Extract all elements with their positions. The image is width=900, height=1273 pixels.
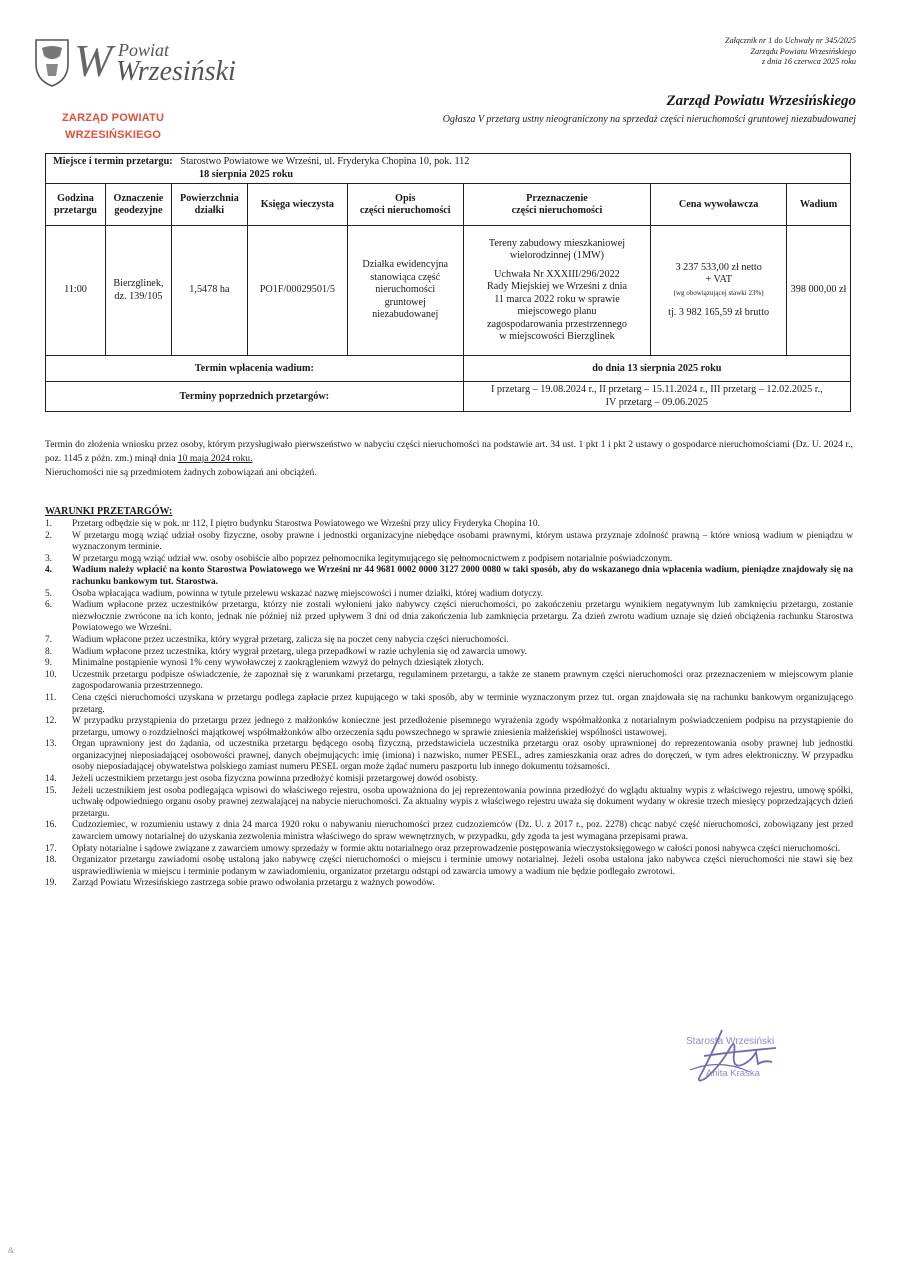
stamp-line-1: ZARZĄD POWIATU [62, 112, 165, 124]
deadline-date: 10 maja 2024 roku. [177, 453, 253, 464]
condition-text: Cudzoziemiec, w rozumieniu ustawy z dnia 24 marca 1920 roku o nabywaniu nieruchomości przez cudzoziemców (Dz. U. z 2017 r., poz. 2278) chcąc nabyć część nieruchomości, zobowiązany jest przed zawarciem umowy notarialnej do uzyskania zezwolenia ministra właściwego do spraw wewnętrznych, w przypadku, gdy zgoda ta jest wymagana przepisami prawa. [72, 820, 853, 843]
logo-line1: Powiat [118, 40, 170, 60]
header-area: Powierzchnia działki [171, 184, 247, 226]
condition-number: 7. [45, 634, 53, 645]
header-geo: Oznaczenie geodezyjne [105, 184, 171, 226]
cell-purpose: Tereny zabudowy mieszkaniowej wielorodzinnej (1MW) Uchwała Nr XXXIII/296/2022 Rady Miejskiej we Wrześni z dnia 11 marca 2022 roku w sprawie miejscowego planu zagospodarowania przestrzennego w miejscowości Bierzglinek [463, 226, 651, 356]
condition-item [45, 635, 853, 647]
condition-item [45, 658, 853, 670]
condition-number: 19. [45, 878, 57, 889]
condition-item [45, 519, 853, 531]
conditions-list [45, 519, 853, 890]
cell-geo: Bierzglinek, dz. 139/105 [105, 226, 171, 356]
conditions-heading: WARUNKI PRZETARGÓW: [45, 506, 173, 517]
condition-text: Wadium wpłacone przez uczestnika, który wygrał przetarg, zalicza się na poczet ceny nabycia części nieruchomości. [72, 634, 509, 645]
board-stamp [62, 110, 164, 144]
cell-area: 1,5478 ha [171, 226, 247, 356]
location-label: Miejsce i termin przetargu: [53, 156, 173, 167]
condition-text: Uczestnik przetargu podpisze oświadczenie, że zapoznał się z warunkami przetargu, regulaminem przetargu, a także ze stanem prawnym części nieruchomości oraz przeznaczeniem w miejscowym planie zagospodarowania przestrzennego. [72, 669, 853, 692]
announcement-text: Ogłasza V przetarg ustny nieograniczony na sprzedaż części nieruchomości gruntowej niezabudowanej [442, 114, 856, 125]
condition-number: 10. [45, 669, 57, 680]
condition-item [45, 693, 853, 716]
coat-of-arms-icon [34, 34, 274, 94]
condition-text: Wadium należy wpłacić na konto Starostwa Powiatowego we Wrześni nr 44 9681 0002 0000 3127 2000 0080 w taki sposób, aby do wskazanego dnia wpłacenia wadium, pieniądze znajdowały się na rachunku bankowym tut. Starostwa. [72, 565, 853, 587]
condition-number: 6. [45, 600, 53, 611]
cell-deposit: 398 000,00 zł [787, 226, 851, 356]
cell-price: 3 237 533,00 zł netto + VAT (wg obowiązującej stawki 23%) tj. 3 982 165,59 zł brutto [651, 226, 787, 356]
signature-name: Anita Kraska [706, 1068, 760, 1079]
condition-text: Organizator przetargu zawiadomi osobę ustaloną jako nabywcę części nieruchomości o miejscu i terminie umowy notarialnej. Jeżeli osoba ustalona jako nabywca części nieruchomości nie stawi się bez usprawiedliwienia w miejscu i terminie podanym w zawiadomieniu, organizator przetargu odstąpi od zawarcia umowy a wadium nie będzie podlegało zwrotowi. [72, 855, 853, 877]
location-value: Starostwo Powiatowe we Wrześni, ul. Fryderyka Chopina 10, pok. 112 [180, 156, 470, 167]
condition-item [45, 844, 853, 856]
auction-table [45, 153, 851, 412]
condition-number: 11. [45, 692, 57, 703]
condition-text: Przetarg odbędzie się w pok. nr 112, I piętro budynku Starostwa Powiatowego we Wrześni przy ulicy Fryderyka Chopina 10. [72, 519, 540, 529]
corner-mark: & [8, 1246, 15, 1255]
condition-text: W przypadku przystąpienia do przetargu przez jednego z małżonków konieczne jest przedłożenie pisemnego wyrażenia zgody współmałżonka z notarialnym poświadczeniem podpisu na przystąpienie do przetargu, umowy o rozdzielności majątkowej współmałżonków albo orzeczenia sądu powszechnego w sprawie zniesienia małżeńskiej wspólności ustawowej. [72, 716, 853, 738]
condition-item [45, 531, 853, 554]
condition-number: 4. [45, 565, 53, 576]
cell-land-register: PO1F/00029501/5 [247, 226, 347, 356]
condition-text: Jeżeli uczestnikiem jest osoba podlegająca wpisowi do właściwego rejestru, osoba upoważniona do jej reprezentowania powinna przedłożyć do wglądu aktualny wypis z właściwego rejestru, umowę spółki, uchwałę odpowiedniego organu osoby prawnej zezwalającej na nabycie nieruchomości. Za aktualny wypis z właściwego rejestru uważa się dokument wydany w okresie trzech miesięcy poprzedzających dzień przetargu. [72, 785, 853, 819]
intro-paragraph-1: Termin do złożenia wniosku przez osoby, którym przysługiwało pierwszeństwo w nabyciu części nieruchomości na podstawie art. 34 ust. 1 pkt 1 i pkt 2 ustawy o gospodarce nieruchomościami (Dz. U. 2024 r., poz. 1145 z późn. zm.) minął dnia 10 maja 2024 roku. [45, 439, 853, 464]
logo-line2: Wrzesiński [116, 56, 236, 87]
signature-office: Starosta Wrzesiński [686, 1036, 775, 1047]
condition-number: 12. [45, 716, 57, 727]
header-price: Cena wywoławcza [651, 184, 787, 226]
deposit-deadline-value: do dnia 13 sierpnia 2025 roku [463, 356, 850, 382]
condition-text: Minimalne postąpienie wynosi 1% ceny wywoławczej z zaokrągleniem wzwyż do pełnych dziesiątek złotych. [72, 658, 484, 669]
condition-item [45, 774, 853, 786]
condition-item [45, 670, 853, 693]
intro-paragraph-2: Nieruchomości nie są przedmiotem żadnych zobowiązań ani obciążeń. [45, 467, 317, 478]
svg-text:W: W [74, 35, 113, 86]
condition-item [45, 855, 853, 878]
condition-text: Osoba wpłacająca wadium, powinna w tytule przelewu wskazać nazwę miejscowości i numer działki, której wadium dotyczy. [72, 588, 544, 599]
condition-number: 15. [45, 785, 57, 796]
deposit-deadline-label: Termin wpłacenia wadium: [46, 356, 464, 382]
header-time: Godzina przetargu [46, 184, 106, 226]
condition-item [45, 565, 853, 588]
condition-item [45, 739, 853, 774]
condition-text: Zarząd Powiatu Wrzesińskiego zastrzega sobie prawo odwołania przetargu z ważnych powodów. [72, 878, 435, 889]
condition-item [45, 786, 853, 821]
condition-number: 3. [45, 553, 53, 564]
condition-number: 14. [45, 774, 57, 785]
condition-number: 1. [45, 519, 53, 529]
condition-item [45, 878, 853, 890]
condition-item [45, 716, 853, 739]
condition-text: Cena części nieruchomości uzyskana w przetargu podlega zapłacie przez kupującego w taki sposób, aby w terminie wyznaczonym przez tut. organ znajdowała się na rachunku bankowym organizującego przetarg. [72, 692, 853, 715]
header-description: Opis części nieruchomości [347, 184, 463, 226]
condition-item [45, 600, 853, 635]
stamp-line-2: WRZESIŃSKIEGO [65, 129, 162, 141]
header-deposit: Wadium [787, 184, 851, 226]
condition-item [45, 820, 853, 843]
condition-text: W przetargu mogą wziąć udział ww. osoby osobiście albo poprzez pełnomocnika legitymującego się pełnomocnictwem z podpisem notarialnie poświadczonym. [72, 553, 673, 564]
condition-item [45, 589, 853, 601]
header-purpose: Przeznaczenie części nieruchomości [463, 184, 651, 226]
condition-number: 18. [45, 855, 57, 866]
annex-note [725, 36, 856, 68]
condition-text: Opłaty notarialne i sądowe związane z zawarciem umowy sprzedaży w formie aktu notarialnego oraz przeprowadzenie postępowania wieczystoksięgowego w całości ponosi nabywca części nieruchomości. [72, 843, 841, 854]
condition-text: Wadium wpłacone przez uczestnika, który wygrał przetarg, ulega przepadkowi w razie uchylenia się od zawarcia umowy. [72, 646, 528, 657]
condition-text: W przetargu mogą wziąć udział osoby fizyczne, osoby prawne i jednostki organizacyjne niebędące osobami prawnymi, którym ustawa przyznaje zdolność prawną – które wniosą wadium w pieniądzu w wyznaczonym terminie. [72, 530, 853, 553]
condition-number: 13. [45, 739, 57, 750]
condition-number: 17. [45, 843, 57, 854]
condition-item [45, 647, 853, 659]
location-cell [46, 154, 851, 184]
cell-description: Działka ewidencyjna stanowiąca część nieruchomości gruntowej niezabudowanej [347, 226, 463, 356]
previous-auctions-label: Terminy poprzednich przetargów: [46, 382, 464, 412]
annex-line-3: z dnia 16 czerwca 2025 roku [761, 57, 856, 66]
condition-number: 16. [45, 820, 57, 831]
condition-number: 2. [45, 530, 53, 541]
auction-date: 18 sierpnia 2025 roku [199, 168, 294, 180]
intro-text [45, 438, 853, 480]
cell-time: 11:00 [46, 226, 106, 356]
condition-text: Organ uprawniony jest do żądania, od uczestnika przetargu będącego osobą fizyczną, przedstawiciela uczestnika przetargu oraz osoby uprawnionej do reprezentowania osoby prawnej lub jednostki organizacyjnej nieposiadającej osobowości prawnej, danych obejmujących: imię (imiona) i nazwisko, numer PESEL, adres zamieszkania oraz adres do doręczeń, w tym adres elektroniczny. W przypadku osoby nieposiadającej obywatelstwa polskiego zamiast numeru PESEL organ może żądać numeru paszportu lub innego dokumentu tożsamości. [72, 739, 853, 773]
condition-number: 8. [45, 646, 53, 657]
condition-item [45, 554, 853, 566]
previous-auctions-value: I przetarg – 19.08.2024 r., II przetarg – 15.11.2024 r., III przetarg – 12.02.2025 r., IV przetarg – 09.06.2025 [463, 382, 850, 412]
condition-text: Jeżeli uczestnikiem przetargu jest osoba fizyczna powinna przedłożyć komisji przetargowej dowód osobisty. [72, 774, 478, 785]
table-row [46, 226, 851, 356]
annex-line-1: Załącznik nr 1 do Uchwały nr 345/2025 [725, 36, 856, 45]
header-land-register: Księga wieczysta [247, 184, 347, 226]
county-logo [34, 34, 274, 94]
condition-number: 9. [45, 658, 53, 669]
board-title: Zarząd Powiatu Wrzesińskiego [666, 93, 856, 109]
condition-number: 5. [45, 588, 53, 599]
annex-line-2: Zarządu Powiatu Wrzesińskiego [750, 46, 856, 56]
handwritten-signature [660, 1018, 820, 1098]
condition-text: Wadium wpłacone przez uczestników przetargu, którzy nie zostali wyłonieni jako nabywcy części nieruchomości, po zakończeniu przetargu wynikiem negatywnym lub zamknięciu przetargu, zostanie niezwłocznie zwrócone na ich konto, jednak nie później niż przed upływem 3 dni od dnia zakończenia lub zamknięcia przetargu. Za dzień zwrotu wadium uznaje się dzień obciążenia rachunku Starostwa Powiatowego we Wrześni. [72, 600, 853, 634]
